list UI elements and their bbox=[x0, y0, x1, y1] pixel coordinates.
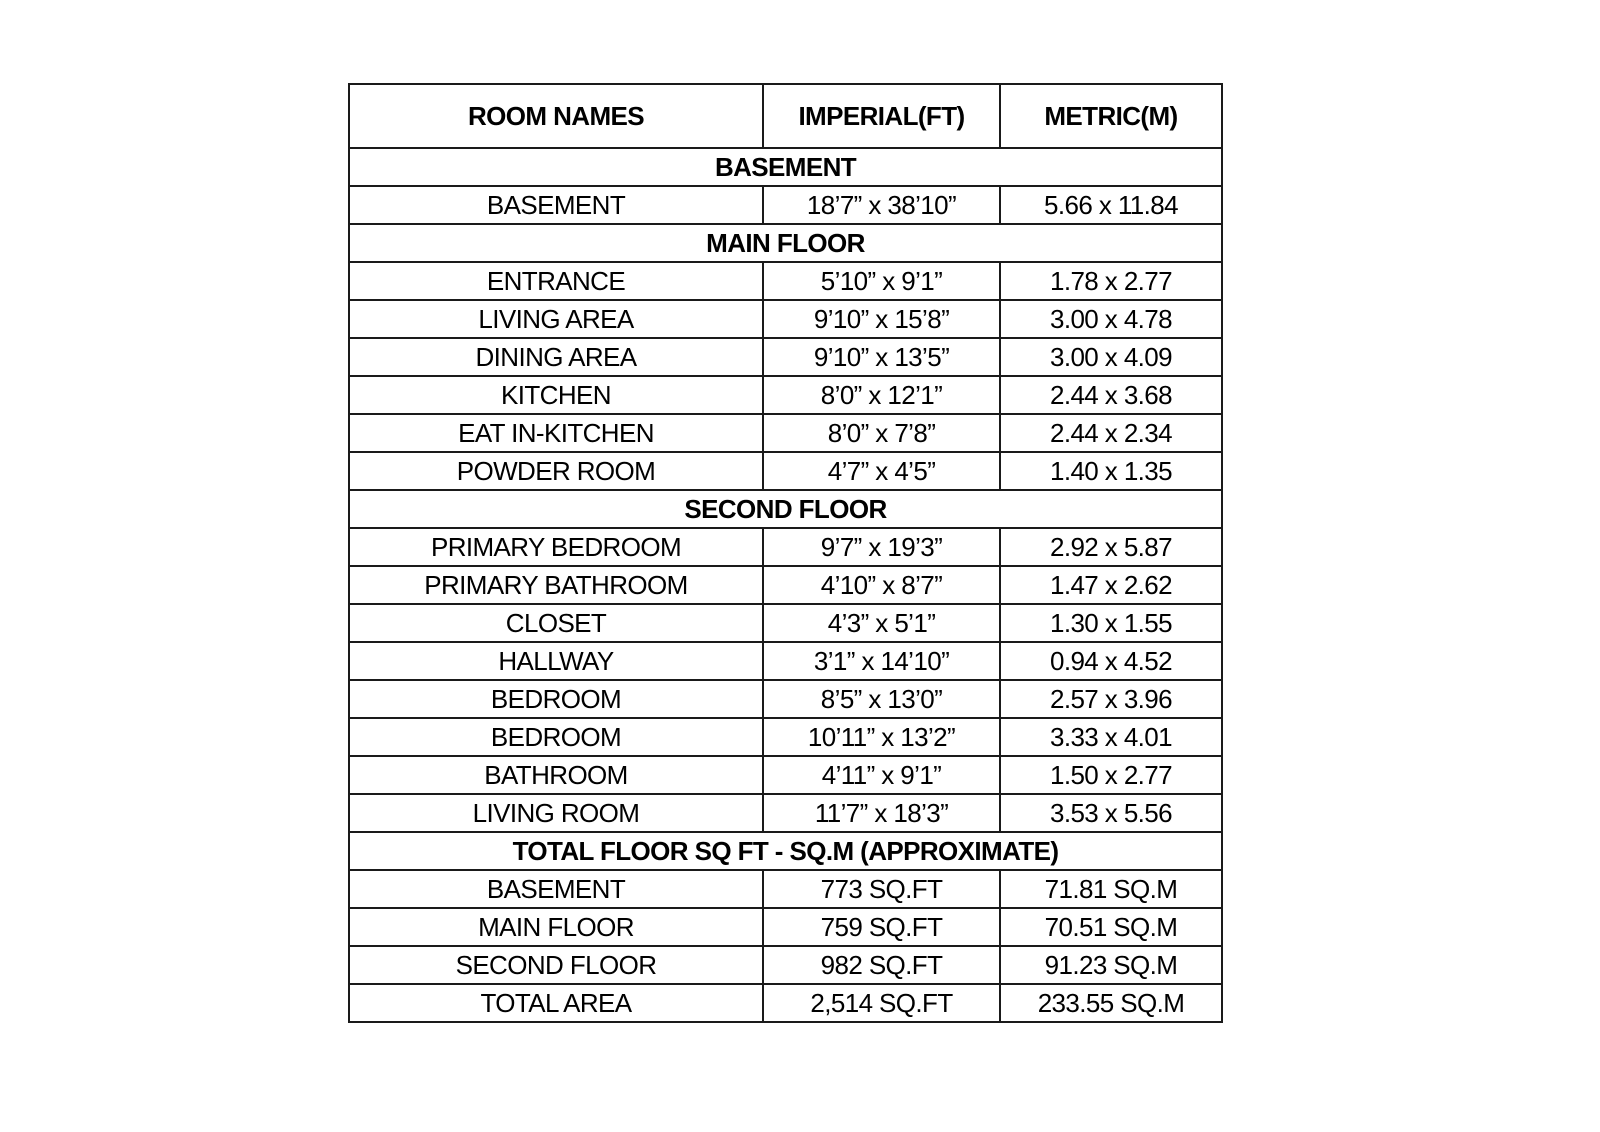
header-row bbox=[349, 84, 1222, 148]
metric-cell: 2.44 x 3.68 bbox=[1000, 376, 1222, 414]
table-body bbox=[349, 148, 1222, 1022]
room-name-cell: TOTAL AREA bbox=[349, 984, 763, 1022]
section-title: SECOND FLOOR bbox=[349, 490, 1222, 528]
room-name-cell: LIVING ROOM bbox=[349, 794, 763, 832]
imperial-cell: 2,514 SQ.FT bbox=[763, 984, 1000, 1022]
imperial-cell: 8’0” x 12’1” bbox=[763, 376, 1000, 414]
metric-cell: 1.40 x 1.35 bbox=[1000, 452, 1222, 490]
room-name-cell: SECOND FLOOR bbox=[349, 946, 763, 984]
room-name-cell: PRIMARY BATHROOM bbox=[349, 566, 763, 604]
imperial-cell: 4’11” x 9’1” bbox=[763, 756, 1000, 794]
table-row bbox=[349, 794, 1222, 832]
table-row bbox=[349, 376, 1222, 414]
room-name-cell: MAIN FLOOR bbox=[349, 908, 763, 946]
room-dimensions-table bbox=[348, 83, 1223, 1023]
metric-cell: 0.94 x 4.52 bbox=[1000, 642, 1222, 680]
imperial-cell: 4’10” x 8’7” bbox=[763, 566, 1000, 604]
imperial-cell: 9’10” x 13’5” bbox=[763, 338, 1000, 376]
header-room-names: ROOM NAMES bbox=[349, 84, 763, 148]
metric-cell: 71.81 SQ.M bbox=[1000, 870, 1222, 908]
section-title: TOTAL FLOOR SQ FT - SQ.M (APPROXIMATE) bbox=[349, 832, 1222, 870]
imperial-cell: 4’3” x 5’1” bbox=[763, 604, 1000, 642]
imperial-cell: 3’1” x 14’10” bbox=[763, 642, 1000, 680]
metric-cell: 3.53 x 5.56 bbox=[1000, 794, 1222, 832]
metric-cell: 3.33 x 4.01 bbox=[1000, 718, 1222, 756]
room-name-cell: PRIMARY BEDROOM bbox=[349, 528, 763, 566]
table-row bbox=[349, 566, 1222, 604]
room-name-cell: BATHROOM bbox=[349, 756, 763, 794]
table-row bbox=[349, 338, 1222, 376]
section-title: BASEMENT bbox=[349, 148, 1222, 186]
section-row bbox=[349, 224, 1222, 262]
imperial-cell: 4’7” x 4’5” bbox=[763, 452, 1000, 490]
room-name-cell: POWDER ROOM bbox=[349, 452, 763, 490]
room-name-cell: ENTRANCE bbox=[349, 262, 763, 300]
table-row bbox=[349, 452, 1222, 490]
section-title: MAIN FLOOR bbox=[349, 224, 1222, 262]
metric-cell: 2.44 x 2.34 bbox=[1000, 414, 1222, 452]
metric-cell: 5.66 x 11.84 bbox=[1000, 186, 1222, 224]
metric-cell: 1.30 x 1.55 bbox=[1000, 604, 1222, 642]
imperial-cell: 11’7” x 18’3” bbox=[763, 794, 1000, 832]
imperial-cell: 9’10” x 15’8” bbox=[763, 300, 1000, 338]
table-row bbox=[349, 604, 1222, 642]
metric-cell: 2.92 x 5.87 bbox=[1000, 528, 1222, 566]
metric-cell: 70.51 SQ.M bbox=[1000, 908, 1222, 946]
table-row bbox=[349, 528, 1222, 566]
metric-cell: 3.00 x 4.78 bbox=[1000, 300, 1222, 338]
table-row bbox=[349, 642, 1222, 680]
room-name-cell: DINING AREA bbox=[349, 338, 763, 376]
metric-cell: 1.47 x 2.62 bbox=[1000, 566, 1222, 604]
section-row bbox=[349, 148, 1222, 186]
imperial-cell: 8’0” x 7’8” bbox=[763, 414, 1000, 452]
imperial-cell: 5’10” x 9’1” bbox=[763, 262, 1000, 300]
section-row bbox=[349, 490, 1222, 528]
room-name-cell: LIVING AREA bbox=[349, 300, 763, 338]
metric-cell: 1.78 x 2.77 bbox=[1000, 262, 1222, 300]
metric-cell: 1.50 x 2.77 bbox=[1000, 756, 1222, 794]
table-row bbox=[349, 870, 1222, 908]
room-name-cell: KITCHEN bbox=[349, 376, 763, 414]
table-row bbox=[349, 414, 1222, 452]
room-name-cell: EAT IN-KITCHEN bbox=[349, 414, 763, 452]
table-row bbox=[349, 908, 1222, 946]
metric-cell: 91.23 SQ.M bbox=[1000, 946, 1222, 984]
room-name-cell: CLOSET bbox=[349, 604, 763, 642]
imperial-cell: 18’7” x 38’10” bbox=[763, 186, 1000, 224]
metric-cell: 2.57 x 3.96 bbox=[1000, 680, 1222, 718]
imperial-cell: 759 SQ.FT bbox=[763, 908, 1000, 946]
table-row bbox=[349, 718, 1222, 756]
room-name-cell: BASEMENT bbox=[349, 186, 763, 224]
room-name-cell: HALLWAY bbox=[349, 642, 763, 680]
room-name-cell: BASEMENT bbox=[349, 870, 763, 908]
imperial-cell: 9’7” x 19’3” bbox=[763, 528, 1000, 566]
imperial-cell: 8’5” x 13’0” bbox=[763, 680, 1000, 718]
metric-cell: 3.00 x 4.09 bbox=[1000, 338, 1222, 376]
header-metric: METRIC(M) bbox=[1000, 84, 1222, 148]
table-row bbox=[349, 946, 1222, 984]
metric-cell: 233.55 SQ.M bbox=[1000, 984, 1222, 1022]
header-imperial: IMPERIAL(FT) bbox=[763, 84, 1000, 148]
section-row bbox=[349, 832, 1222, 870]
table-row bbox=[349, 186, 1222, 224]
room-name-cell: BEDROOM bbox=[349, 680, 763, 718]
imperial-cell: 10’11” x 13’2” bbox=[763, 718, 1000, 756]
table-row bbox=[349, 300, 1222, 338]
table-row bbox=[349, 680, 1222, 718]
imperial-cell: 773 SQ.FT bbox=[763, 870, 1000, 908]
table-row bbox=[349, 262, 1222, 300]
table-row bbox=[349, 756, 1222, 794]
imperial-cell: 982 SQ.FT bbox=[763, 946, 1000, 984]
table-row bbox=[349, 984, 1222, 1022]
room-name-cell: BEDROOM bbox=[349, 718, 763, 756]
